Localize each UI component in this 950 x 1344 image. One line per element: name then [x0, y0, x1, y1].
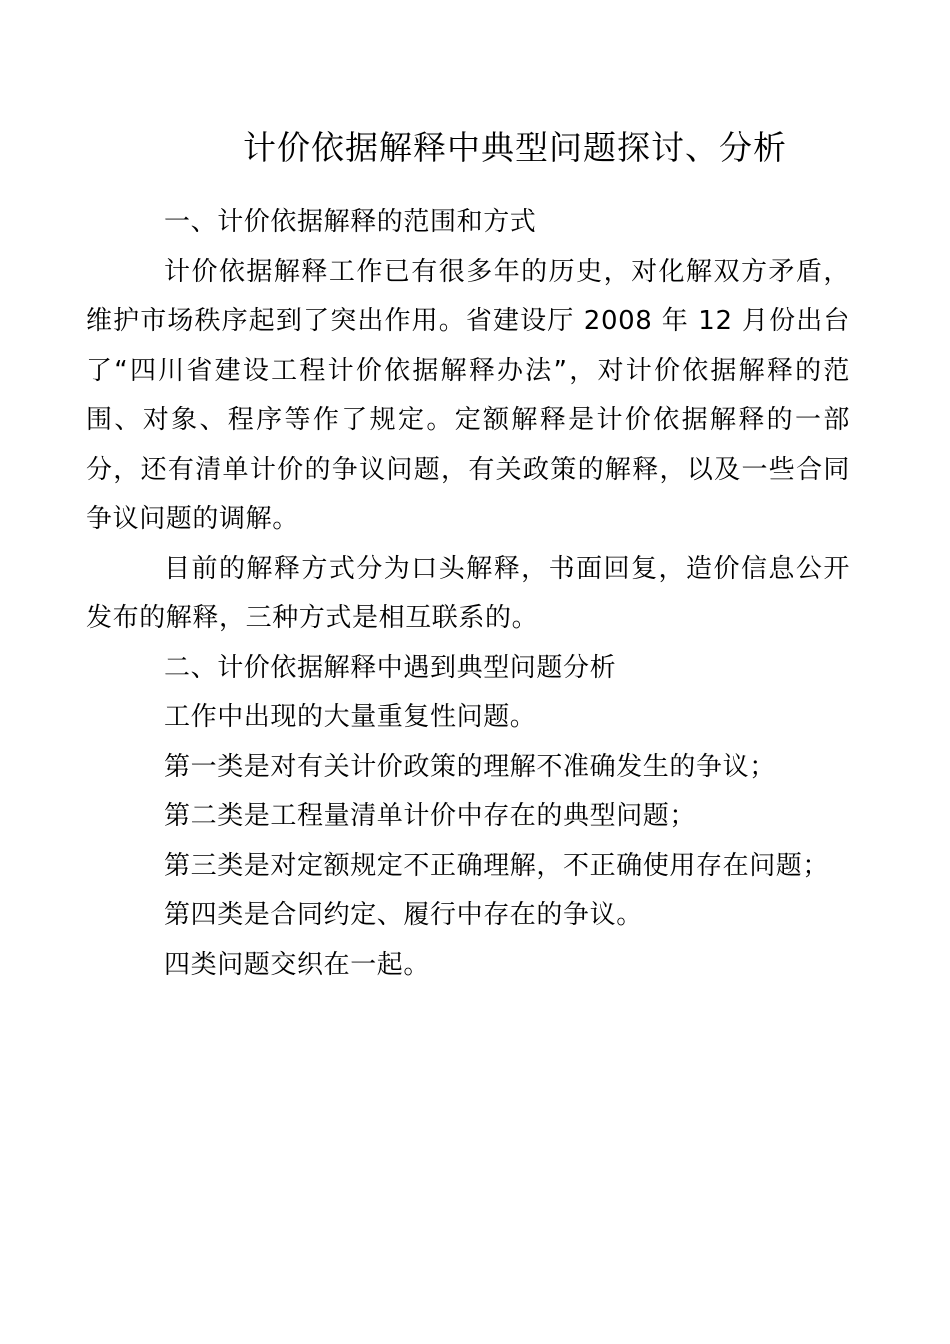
paragraph: 四类问题交织在一起。	[164, 949, 431, 980]
paragraph: 目前的解释方式分为口头解释，书面回复，造价信息公开发布的解释，三种方式是相互联系的。	[86, 553, 850, 633]
list-item: 第二类是工程量清单计价中存在的典型问题；	[164, 801, 697, 831]
list-item: 第三类是对定额规定不正确理解，不正确使用存在问题；	[164, 850, 830, 881]
list-item: 第一类是对有关计价政策的理解不准确发生的争议；	[164, 751, 776, 782]
document-title: 计价依据解释中典型问题探讨、分析	[243, 128, 787, 167]
section-heading-1: 一、计价依据解释的范围和方式	[164, 207, 537, 237]
paragraph: 计价依据解释工作已有很多年的历史，对化解双方矛盾，维护市场秩序起到了突出作用。省建设厅 2008 年 12 月份出台了“四川省建设工程计价依据解释办法”，对计价依据解释的范围、对象、程序等作了规定。定额解释是计价依据解释的一部分，还有清单计价的争议问题，有关政策的解释，以及一些合同争议问题的调解。	[86, 256, 850, 534]
section-heading-2: 二、计价依据解释中遇到典型问题分析	[164, 652, 617, 683]
document-body	[86, 198, 850, 990]
list-item: 第四类是合同约定、履行中存在的争议。	[164, 900, 643, 930]
paragraph: 工作中出现的大量重复性问题。	[164, 702, 537, 732]
